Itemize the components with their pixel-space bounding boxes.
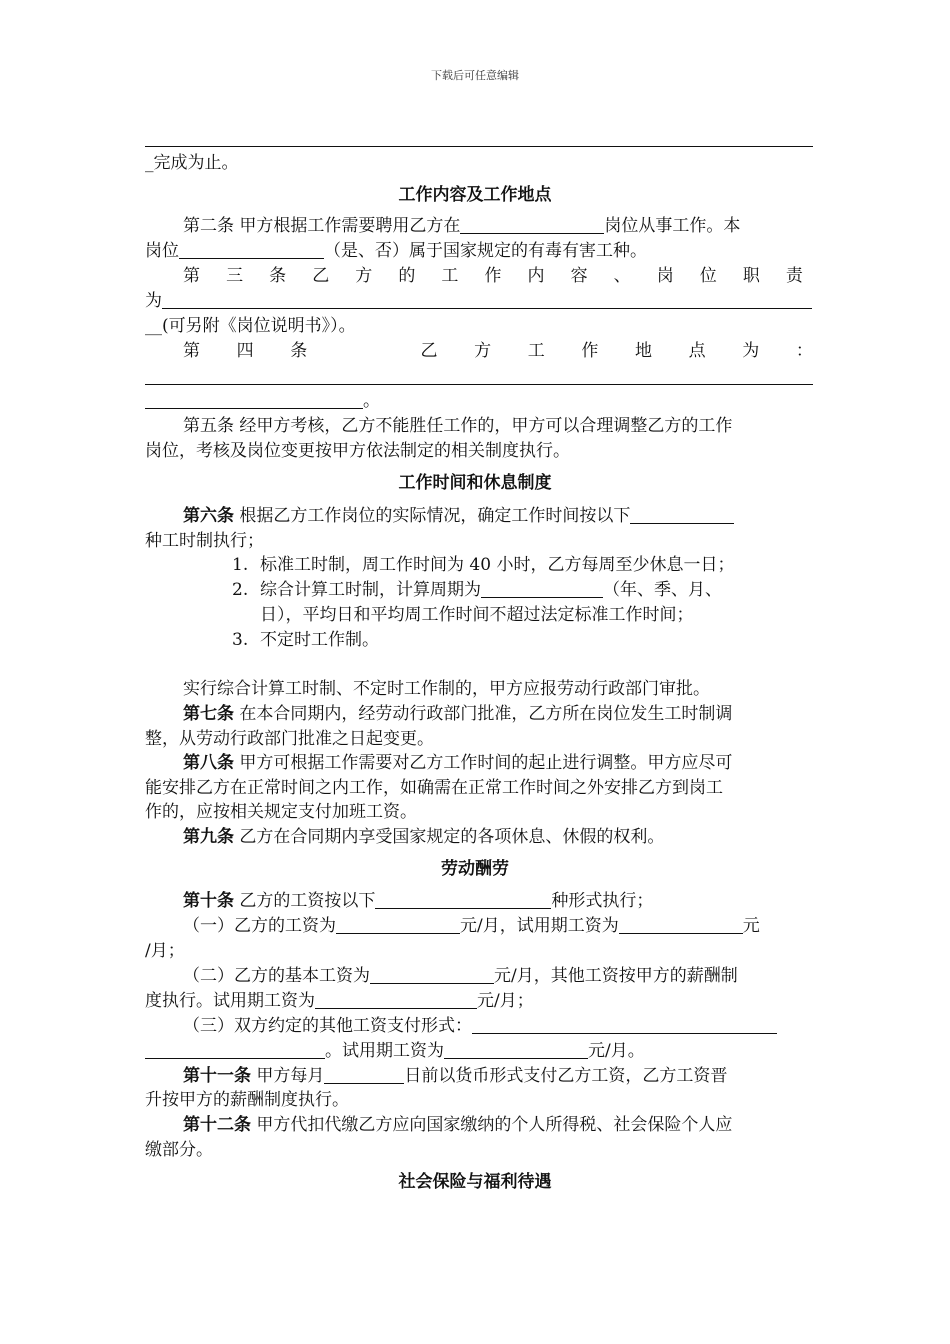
article-10-item-3-cont	[145, 1039, 645, 1063]
article-8-label: 第八条	[183, 753, 234, 773]
article-2-text: 第二条 甲方根据工作需要聘用乙方在	[183, 216, 461, 236]
article-10-text: 元/月，试用期工资为	[460, 916, 619, 936]
article-3-char: 方	[355, 266, 373, 286]
article-10-item-2-cont	[145, 989, 534, 1013]
section-heading-work-hours: 工作时间和休息制度	[398, 473, 552, 493]
article-4-char: 为	[742, 341, 760, 361]
article-2-line-2	[145, 239, 647, 263]
article-3-char: 位	[699, 266, 717, 286]
article-10-item-1	[183, 914, 760, 938]
article-4-char: 点	[688, 341, 706, 361]
article-4-char: 乙	[420, 341, 438, 361]
article-4-char: 方	[474, 341, 492, 361]
article-2-text: 岗位	[145, 241, 179, 261]
article-11-text: 日前以货币形式支付乙方工资，乙方工资晋	[404, 1066, 728, 1086]
article-8-line-3: 作的，应按相关规定支付加班工资。	[145, 802, 417, 822]
article-3-char: 工	[441, 266, 459, 286]
article-3-char: 第	[183, 266, 200, 286]
article-12-line-2: 缴部分。	[145, 1140, 213, 1160]
blank-field	[375, 890, 551, 909]
article-2-line-1	[183, 214, 740, 238]
article-3-line-2	[145, 289, 812, 313]
article-8-line-2: 能安排乙方在正常时间之内工作，如确需在正常工作时间之外安排乙方到岗工	[145, 778, 723, 798]
blank-field	[336, 915, 460, 934]
list-text: 不定时工作制。	[260, 630, 379, 650]
section-heading-work-content: 工作内容及工作地点	[398, 185, 552, 205]
article-3-char: 、	[613, 266, 631, 286]
article-10-item-3	[183, 1014, 777, 1038]
article-4-char: 第	[183, 341, 200, 361]
article-6-note: 实行综合计算工时制、不定时工作制的，甲方应报劳动行政部门审批。	[183, 679, 710, 699]
article-3-char: 条	[269, 266, 287, 286]
article-10-text: 元/月，其他工资按甲方的薪酬制	[494, 966, 738, 986]
article-9-label: 第九条	[183, 827, 234, 847]
list-number: 2.	[232, 580, 249, 600]
article-11-label: 第十一条	[183, 1066, 251, 1086]
header-note: 下载后可任意编辑	[431, 69, 519, 82]
article-2-text: 岗位从事工作。本	[604, 216, 741, 236]
article-10-text: （一）乙方的工资为	[183, 916, 336, 936]
article-10-text: （二）乙方的基本工资为	[183, 966, 370, 986]
article-11-text: 甲方每月	[251, 1066, 325, 1086]
list-item	[232, 553, 734, 577]
blank-field	[315, 990, 477, 1009]
list-item	[232, 578, 722, 602]
blank-field	[145, 390, 363, 409]
article-10-text: 元/月；	[477, 991, 534, 1011]
article-3-char: 职	[742, 266, 760, 286]
spacer	[344, 339, 384, 363]
article-10-text: （三）双方约定的其他工资支付形式：	[183, 1016, 472, 1036]
article-7-text: 在本合同期内，经劳动行政部门批准，乙方所在岗位发生工时制调	[234, 704, 733, 724]
article-10-text: 种形式执行；	[551, 891, 654, 911]
article-3-char: 三	[226, 266, 244, 286]
list-number: 3.	[232, 630, 249, 650]
article-12-label: 第十二条	[183, 1115, 251, 1135]
article-12-line-1	[183, 1113, 732, 1137]
article-9-line-1	[183, 825, 664, 849]
list-number: 1.	[232, 555, 249, 575]
article-4-text: 。	[363, 391, 380, 411]
article-6-line-2: 种工时制执行；	[145, 531, 264, 551]
article-7-line-2: 整，从劳动行政部门批准之日起变更。	[145, 729, 434, 749]
blank-field	[162, 290, 812, 309]
article-4-char: ：	[795, 341, 813, 361]
article-3-char: 作	[484, 266, 502, 286]
article-11-line-1	[183, 1064, 727, 1088]
article-3-line-1	[183, 264, 803, 288]
article-10-line-1	[183, 889, 653, 913]
list-item	[232, 628, 379, 652]
article-7-line-1	[183, 702, 732, 726]
blank-field	[630, 505, 734, 524]
article-7-label: 第七条	[183, 704, 234, 724]
blank-field	[460, 215, 604, 234]
article-10-item-1-cont: /月；	[145, 941, 185, 961]
blank-line	[145, 384, 813, 385]
blank-field	[370, 965, 494, 984]
article-4-char: 地	[635, 341, 652, 361]
article-4-char: 工	[527, 341, 545, 361]
section-heading-social-insurance: 社会保险与福利待遇	[398, 1172, 552, 1192]
section-heading-remuneration: 劳动酬劳	[441, 859, 509, 879]
article-3-char: 容	[570, 266, 588, 286]
blank-field	[324, 1065, 404, 1084]
article-9-text: 乙方在合同期内享受国家规定的各项休息、休假的权利。	[234, 827, 665, 847]
article-3-char: 岗	[656, 266, 674, 286]
article-3-char: 内	[527, 266, 545, 286]
article-6-label: 第六条	[183, 506, 234, 526]
article-10-text: 。试用期工资为	[325, 1041, 444, 1061]
article-3-char: 责	[785, 266, 803, 286]
article-10-item-2	[183, 964, 738, 988]
blank-field	[481, 579, 603, 598]
article-10-text: 乙方的工资按以下	[234, 891, 376, 911]
blank-line	[145, 146, 813, 147]
article-6-text: 根据乙方工作岗位的实际情况，确定工作时间按以下	[234, 506, 631, 526]
article-2-text: （是、否）属于国家规定的有毒有害工种。	[324, 241, 647, 261]
list-item-continuation: 日），平均日和平均周工作时间不超过法定标准工作时间；	[260, 605, 694, 625]
blank-field	[619, 915, 743, 934]
list-text: （年、季、月、	[603, 580, 722, 600]
article-10-text: 元/月。	[588, 1041, 645, 1061]
article-4-line-3	[145, 389, 380, 413]
list-text: 综合计算工时制，计算周期为	[260, 580, 481, 600]
article-10-text: 度执行。试用期工资为	[145, 991, 315, 1011]
article-10-label: 第十条	[183, 891, 234, 911]
article-3-char: 乙	[312, 266, 330, 286]
article-8-text: 甲方可根据工作需要对乙方工作时间的起止进行调整。甲方应尽可	[234, 753, 733, 773]
article-8-line-1	[183, 751, 732, 775]
article-3-text: 为	[145, 291, 162, 311]
list-text: 标准工时制，周工作时间为 40 小时，乙方每周至少休息一日；	[260, 555, 735, 575]
blank-field	[444, 1040, 588, 1059]
article-3-line-3: __(可另附《岗位说明书》）。	[145, 316, 356, 336]
blank-field	[472, 1015, 777, 1034]
article-4-char: 条	[290, 341, 308, 361]
paragraph-line: _完成为止。	[145, 153, 239, 173]
blank-field	[145, 1040, 325, 1059]
article-4-char: 四	[236, 341, 254, 361]
article-10-text: 元	[742, 916, 760, 936]
article-11-line-2: 升按甲方的薪酬制度执行。	[145, 1090, 349, 1110]
blank-field	[179, 240, 324, 259]
article-4-line-1	[183, 339, 813, 363]
article-12-text: 甲方代扣代缴乙方应向国家缴纳的个人所得税、社会保险个人应	[251, 1115, 733, 1135]
article-5-line-1: 第五条 经甲方考核，乙方不能胜任工作的，甲方可以合理调整乙方的工作	[183, 416, 733, 436]
article-5-line-2: 岗位，考核及岗位变更按甲方依法制定的相关制度执行。	[145, 441, 570, 461]
article-3-char: 的	[398, 266, 416, 286]
article-6-line-1	[183, 504, 734, 528]
article-4-char: 作	[581, 341, 599, 361]
